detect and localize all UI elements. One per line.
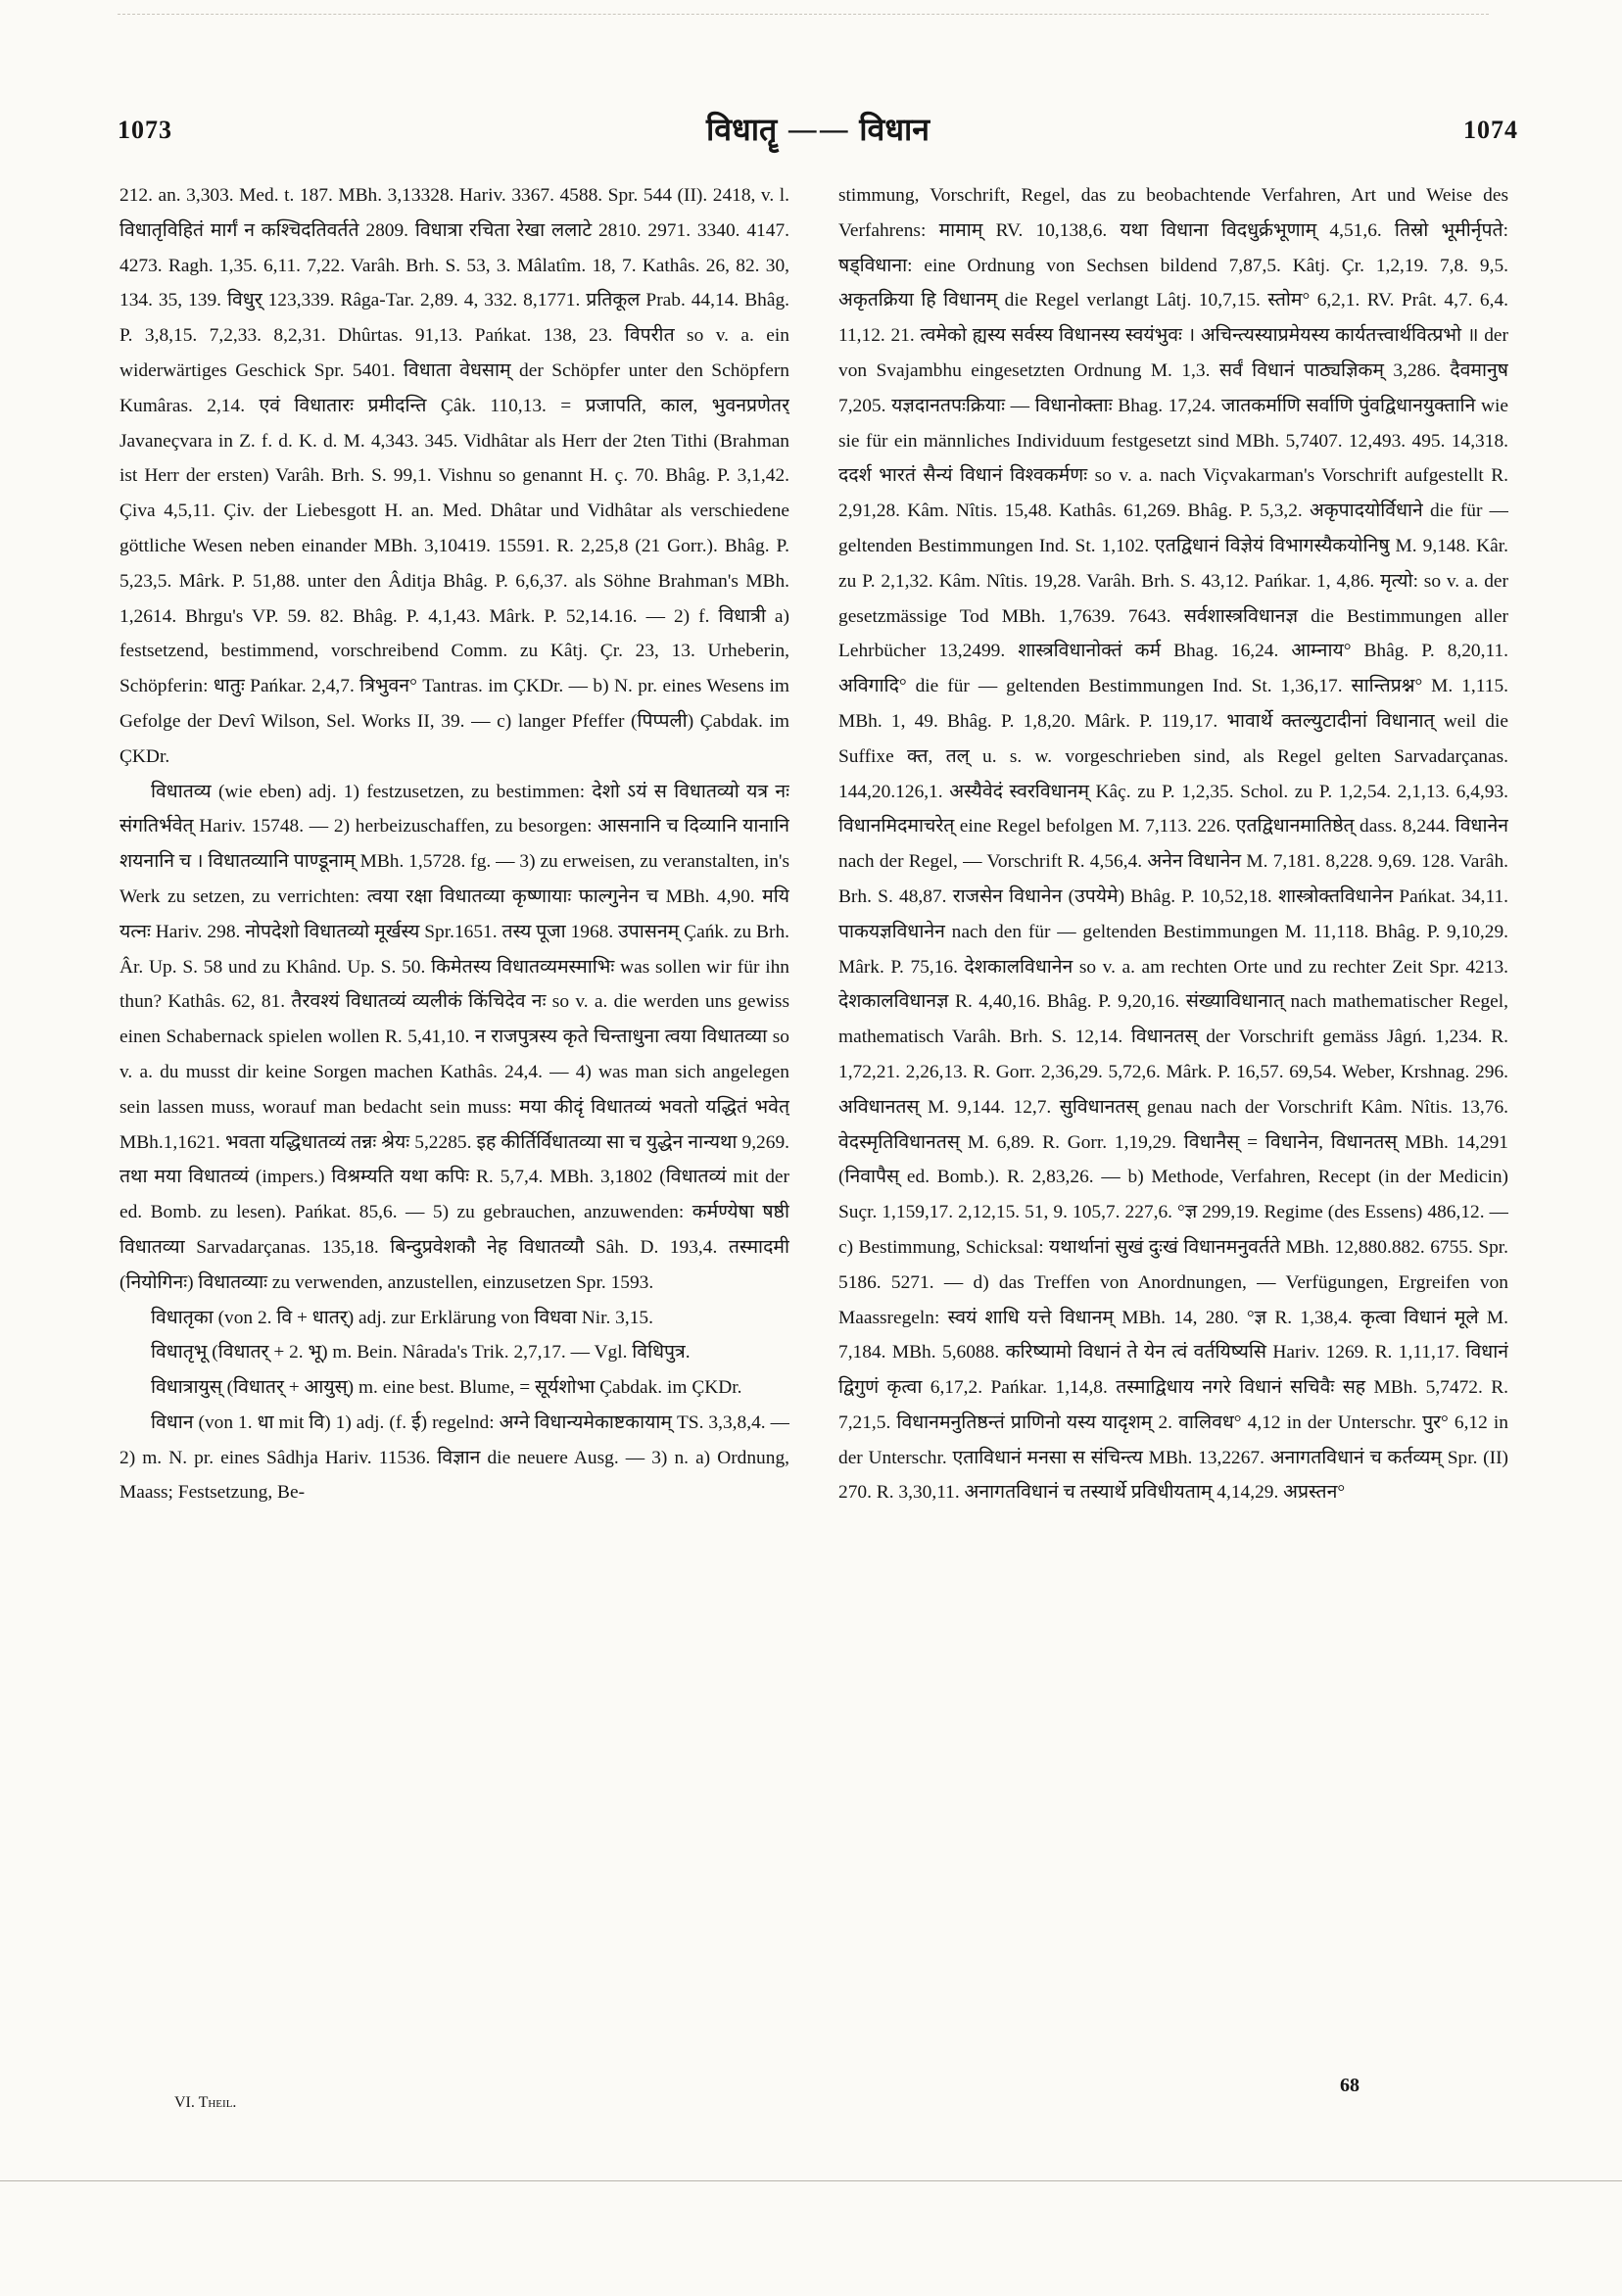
left-page-number: 1073 [118,116,172,144]
headword-first: विधातॄ [705,111,778,148]
headword-last: विधान [859,111,930,148]
entry-vidhatrbhu: विधातृभू (विधातर् + 2. भू) m. Bein. Nârada's Trik. 2,7,17. — Vgl. विधिपुत्र. [151,1342,691,1363]
entry-vidhatavya: विधातव्य (wie eben) adj. 1) festzusetzen, zu bestimmen: देशो ऽयं स विधातव्यो यत्र नः संगतिर्भवेत् Hariv. 15748. — 2) herbeizuschaffen, zu besorgen: आसनानि च दिव्यानि यानानि शयनानि च । विधातव्यानि पाण्डूनाम् MBh. 1,5728. fg. — 3) zu erweisen, zu veranstalten, in's Werk zu setzen, zu verrichten: त्वया रक्षा विधातव्या कृष्णायाः फाल्गुनेन च MBh. 4,90. मयि यत्नः Hariv. 298. नोपदेशो विधातव्यो मूर्खस्य Spr.1651. तस्य पूजा 1968. उपासनम् Çańk. zu Brh. Âr. Up. S. 58 und zu Khând. Up. S. 50. किमेतस्य विधातव्यमस्माभिः was sollen wir für ihn thun? Kathâs. 62, 81. तैरवश्यं विधातव्यं व्यलीकं किंचिदेव नः so v. a. die werden uns gewiss einen Schabernack spielen wollen R. 5,41,10. न राजपुत्रस्य कृते चिन्ताधुना त्वया विधातव्या so v. a. du musst dir keine Sorgen machen Kathâs. 24,4. — 4) was man sich angelegen sein lassen muss, worauf man bedacht sein muss: मया कीदृं विधातव्यं भवतो यद्धितं भवेत् MBh.1,1621. भवता यद्धिधातव्यं तन्नः श्रेयः 5,2285. इह कीर्तिर्विधातव्या सा च युद्धेन नान्यथा 9,269. तथा मया विधातव्यं (impers.) विश्रम्यति यथा कपिः R. 5,7,4. MBh. 3,1802 (विधातव्यं mit der ed. Bomb. zu lesen). Pańkat. 85,6. — 5) zu gebrauchen, anzuwenden: कर्मण्येषा षष्ठी विधातव्या Sarvadarçanas. 135,18. बिन्दुप्रवेशकौ नेह विधातव्यौ Sâh. D. 193,4. तस्मादमी (नियोगिनः) विधातव्याः zu verwenden, anzustellen, einzusetzen Spr. 1593. [119,781,789,1293]
bottom-scan-rule [0,2180,1622,2181]
footer-volume: VI. Theil. [174,2094,237,2111]
running-headwords [118,108,1518,150]
right-column [838,178,1508,2098]
entry-vidhatar-continued: 212. an. 3,303. Med. t. 187. MBh. 3,13328. Hariv. 3367. 4588. Spr. 544 (II). 2418, v. l. विधातृविहितं मार्गं न कश्चिदतिवर्तते 2809. विधात्रा रचिता रेखा ललाटे 2810. 2971. 3340. 4147. 4273. Ragh. 1,35. 6,11. 7,22. Varâh. Brh. S. 53, 3. Mâlatîm. 18, 7. Kathâs. 26, 82. 30, 134. 35, 139. विधुर् 123,339. Râga-Tar. 2,89. 4, 332. 8,1771. प्रतिकूल Prab. 44,14. Bhâg. P. 3,8,15. 7,2,33. 8,2,31. Dhûrtas. 91,13. Pańkat. 138, 23. विपरीत so v. a. ein widerwärtiges Geschick Spr. 5401. विधाता वेधसाम् der Schöpfer unter den Schöpfern Kumâras. 2,14. एवं विधातारः प्रमीदन्ति Çâk. 110,13. = प्रजापति, काल, भुवनप्रणेतर् Javaneçvara in Z. f. d. K. d. M. 4,343. 345. Vidhâtar als Herr der 2ten Tithi (Brahman ist Herr der ersten) Varâh. Brh. S. 99,1. Vishnu so genannt H. ç. 70. Bhâg. P. 3,1,42. Çiva 4,5,11. Çiv. der Liebesgott H. an. Med. Dhâtar und Vidhâtar als verschiedene göttliche Wesen neben einander MBh. 3,10419. 15591. R. 2,25,8 (21 Gorr.). Bhâg. P. 5,23,5. Mârk. P. 51,88. unter den Âditja Bhâg. P. 6,6,37. als Söhne Brahman's MBh. 1,2614. Bhrgu's VP. 59. 82. Bhâg. P. 4,1,43. Mârk. P. 52,14.16. — 2) f. विधात्री a) festsetzend, bestimmend, vorschreibend Comm. zu Kâtj. Çr. 23, 13. Urheberin, Schöpferin: धातुः Pańkar. 2,4,7. त्रिभुवन° Tantras. im ÇKDr. — b) N. pr. eines Wesens im Gefolge der Devî Wilson, Sel. Works II, 39. — c) langer Pfeffer (पिप्पली) Çabdak. im ÇKDr. [119,185,789,767]
entry-vidhatrayus: विधात्रायुस् (विधातर् + आयुस्) m. eine best. Blume, = सूर्यशोभा Çabdak. im ÇKDr. [151,1377,742,1399]
headword-dash: —— [787,111,850,148]
page-header [118,111,1518,159]
entry-vidhana: विधान (von 1. धा mit वि) 1) adj. (f. ई) regelnd: अग्ने विधान्यमेकाष्टकायाम् TS. 3,3,8,4. — 2) m. N. pr. eines Sâdhja Hariv. 11536. विज्ञान die neuere Ausg. — 3) n. a) Ordnung, Maass; Festsetzung, Be- [119,1411,789,1504]
entry-vidhana-continued: stimmung, Vorschrift, Regel, das zu beobachtende Verfahren, Art und Weise des Verfahrens: मामाम् RV. 10,138,6. यथा विधाना विदधुर्क्रभूणाम् 4,51,6. तिस्रो भूमीर्नृपते: षड्विधाना: eine Ordnung von Sechsen bildend 7,87,5. Kâtj. Çr. 1,2,19. 7,8. 9,5. अकृतक्रिया हि विधानम् die Regel verlangt Lâtj. 10,7,15. स्तोम° 6,2,1. RV. Prât. 4,7. 6,4. 11,12. 21. त्वमेको ह्यस्य सर्वस्य विधानस्य स्वयंभुवः । अचिन्त्यस्याप्रमेयस्य कार्यतत्त्वार्थवित्प्रभो ॥ der von Svajambhu eingesetzten Ordnung M. 1,3. सर्वं विधानं पाठ्यज्ञिकम् 3,286. दैवमानुष 7,205. यज्ञदानतपःक्रियाः — विधानोक्ताः Bhag. 17,24. जातकर्माणि सर्वाणि पुंवद्विधानयुक्तानि wie sie für ein männliches Individuum festgesetzt sind MBh. 5,7407. 12,493. 495. 14,318. ददर्श भारतं सैन्यं विधानं विश्वकर्मणः so v. a. nach Viçvakarman's Vorschrift aufgestellt R. 2,91,28. Kâm. Nîtis. 15,48. Kathâs. 61,269. Bhâg. P. 5,3,2. अकृपादयोर्विधाने die für — geltenden Bestimmungen Ind. St. 1,102. एतद्विधानं विज्ञेयं विभागस्यैकयोनिषु M. 9,148. Kâr. zu P. 2,1,32. Kâm. Nîtis. 19,28. Varâh. Brh. S. 43,12. Pańkar. 1, 4,86. मृत्यो: so v. a. der gesetzmässige Tod MBh. 1,7639. 7643. सर्वशास्त्रविधानज्ञ die Bestimmungen aller Lehrbücher 13,2499. शास्त्रविधानोक्तं कर्म Bhag. 16,24. आम्नाय° Bhâg. P. 8,20,11. अविगादि° die für — geltenden Bestimmungen Ind. St. 1,36,17. सान्तिप्रश्न° M. 1,115. MBh. 1, 49. Bhâg. P. 1,8,20. Mârk. P. 119,17. भावार्थे क्तल्युटादीनां विधानात् weil die Suffixe क्त, तल् u. s. w. vorgeschrieben sind, als Regel gelten Sarvadarçanas. 144,20.126,1. अस्यैवेदं स्वरविधानम् Kâç. zu P. 1,2,35. Schol. zu P. 1,2,54. 2,1,13. 6,4,93. विधानमिदमाचरेत् eine Regel befolgen M. 7,113. 226. एतद्विधानमातिष्ठेत् dass. 8,244. विधानेन nach der Regel, — Vorschrift R. 4,56,4. अनेन विधानेन M. 7,181. 8,228. 9,69. 128. Varâh. Brh. S. 48,87. राजसेन विधानेन (उपयेमे) Bhâg. P. 10,52,18. शास्त्रोक्तविधानेन Pańkat. 34,11. पाकयज्ञविधानेन nach den für — geltenden Bestimmungen M. 11,118. Bhâg. P. 9,10,29. Mârk. P. 75,16. देशकालविधानेन so v. a. am rechten Orte und zu rechter Zeit Spr. 4213. देशकालविधानज्ञ R. 4,40,16. Bhâg. P. 9,20,16. संख्याविधानात् nach mathematischer Regel, mathematisch Varâh. Brh. S. 12,14. विधानतस् der Vorschrift gemäss Jâgń. 1,234. R. 1,72,21. 2,26,13. R. Gorr. 2,36,29. 5,72,6. Mârk. P. 16,57. 69,54. Weber, Krshnag. 296. अविधानतस् M. 9,144. 12,7. सुविधानतस् genau nach der Vorschrift Kâm. Nîtis. 13,76. वेदस्मृतिविधानतस् M. 6,89. R. Gorr. 1,19,29. विधानैस् = विधानेन, विधानतस् MBh. 14,291 (निवापैस् ed. Bomb.). R. 2,83,26. — b) Methode, Verfahren, Recept (in der Medicin) Suçr. 1,159,17. 2,12,15. 51, 9. 105,7. 227,6. °ज्ञ 299,19. Regime (des Essens) 486,12. — c) Bestimmung, Schicksal: यथार्थानां सुखं दुःखं विधानमनुवर्तते MBh. 12,880.882. 6755. Spr. 5186. 5271. — d) das Treffen von Anordnungen, — Verfügungen, Ergreifen von Maassregeln: स्वयं शाधि यत्ते विधानम् MBh. 14, 280. °ज्ञ R. 1,38,4. कृत्वा विधानं मूले M. 7,184. MBh. 5,6088. करिष्यामो विधानं ते येन त्वं वर्तयिष्यसि Hariv. 1269. R. 1,11,17. विधानं द्विगुणं कृत्वा 6,17,2. Pańkar. 1,14,8. तस्माद्विधाय नगरे विधानं सचिवैः सह MBh. 5,7472. R. 7,21,5. विधानमनुतिष्ठन्तं प्राणिनो यस्य यादृशम् 2. वालिवध° 4,12 in der Unterschr. पुर° 6,12 in der Unterschr. एताविधानं मनसा स संचिन्त्य MBh. 13,2267. अनागतविधानं च कर्तव्यम् Spr. (II) 270. R. 3,30,11. अनागतविधानं च तस्यार्थे प्रविधीयताम् 4,14,29. अप्रस्तन° [838,185,1508,1504]
right-page-number: 1074 [1463,116,1518,144]
left-column [119,178,789,2098]
top-scan-rule [118,14,1489,15]
footer-signature: 68 [1340,2075,1360,2096]
entry-vidhatrka: विधातृका (von 2. वि + धातर्) adj. zur Erklärung von विधवा Nir. 3,15. [151,1307,653,1328]
